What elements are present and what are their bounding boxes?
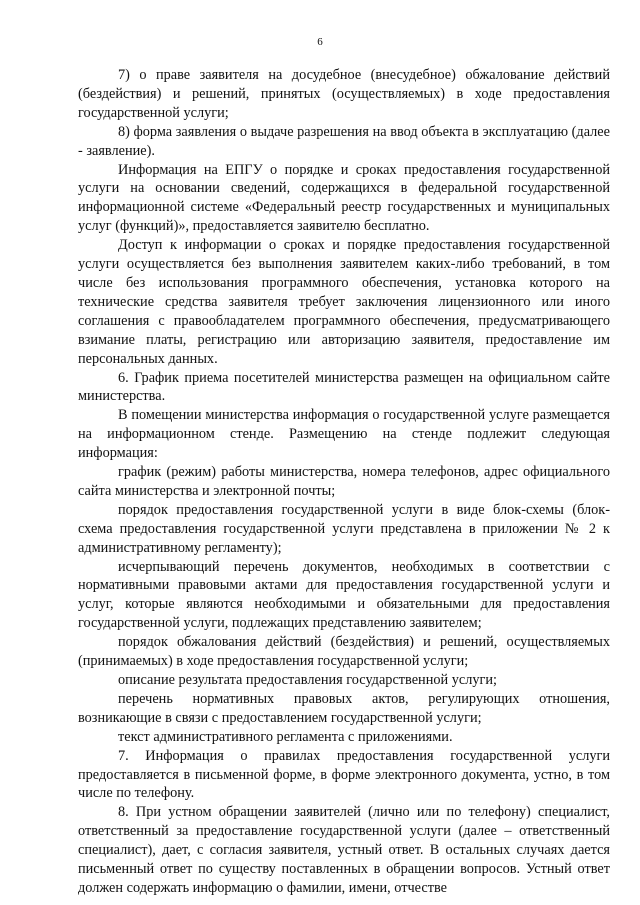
paragraph: порядок предоставления государственной услуги в виде блок-схемы (блок-схема предоставления государственной услуги представлена в приложении № 2 к административному регламенту); (78, 501, 610, 556)
paragraph: описание результата предоставления государственной услуги; (118, 672, 497, 688)
paragraph: Информация на ЕПГУ о порядке и сроках предоставления государственной услуги на основании сведений, содержащихся в федеральной государственной информационной системе «Федеральный реестр государственных и муниципальных услуг (функций)», предоставляется заявителю бесплатно. (78, 161, 610, 235)
paragraph: В помещении министерства информация о государственной услуге размещается на информационном стенде. Размещению на стенде подлежит следующая информация: (78, 407, 610, 462)
page-number: 6 (317, 36, 323, 48)
paragraph: график (режим) работы министерства, номера телефонов, адрес официального сайта министерства и электронной почты; (78, 464, 610, 499)
paragraph: порядок обжалования действий (бездействия) и решений, осуществляемых (принимаемых) в ходе предоставления государственной услуги; (78, 634, 610, 670)
paragraph: исчерпывающий перечень документов, необходимых в соответствии с нормативными правовыми актами для предоставления государственной услуги и услуг, которые являются необходимыми и обязательными для предоставления государственной услуги, подлежащих представлению заявителем; (78, 558, 610, 632)
paragraph: текст административного регламента с приложениями. (118, 728, 453, 745)
paragraph: 8. При устном обращении заявителей (лично или по телефону) специалист, ответственный за предоставление государственной услуги (далее – ответственный специалист), дает, с согласия заявителя, устный ответ. В остальных случаях дается письменный ответ по существу поставленных в обращении вопросов. Устный ответ должен содержать информацию о фамилии, имени, отчестве (78, 804, 610, 896)
paragraph: 6. График приема посетителей министерства размещен на официальном сайте министерства. (78, 369, 610, 405)
paragraph: 7. Информация о правилах предоставления государственной услуги предоставляется в письменной форме, в форме электронного документа, устно, в том числе по телефону. (78, 747, 610, 802)
document-body (78, 66, 610, 898)
paragraph: 8) форма заявления о выдаче разрешения на ввод объекта в эксплуатацию (далее - заявление). (78, 123, 610, 159)
paragraph: 7) о праве заявителя на досудебное (внесудебное) обжалование действий (бездействия) и решений, принятых (осуществляемых) в ходе предоставления государственной услуги; (78, 67, 610, 121)
paragraph: Доступ к информации о сроках и порядке предоставления государственной услуги осуществляется без выполнения заявителем каких-либо требований, в том числе без использования программного обеспечения, установка которого на технические средства заявителя требует заключения лицензионного или иного соглашения с правообладателем программного обеспечения, предусматривающего взимание платы, регистрацию или авторизацию заявителя, предоставление им персональных данных. (78, 237, 610, 367)
paragraph: перечень нормативных правовых актов, регулирующих отношения, возникающие в связи с предоставлением государственной услуги; (78, 690, 610, 726)
